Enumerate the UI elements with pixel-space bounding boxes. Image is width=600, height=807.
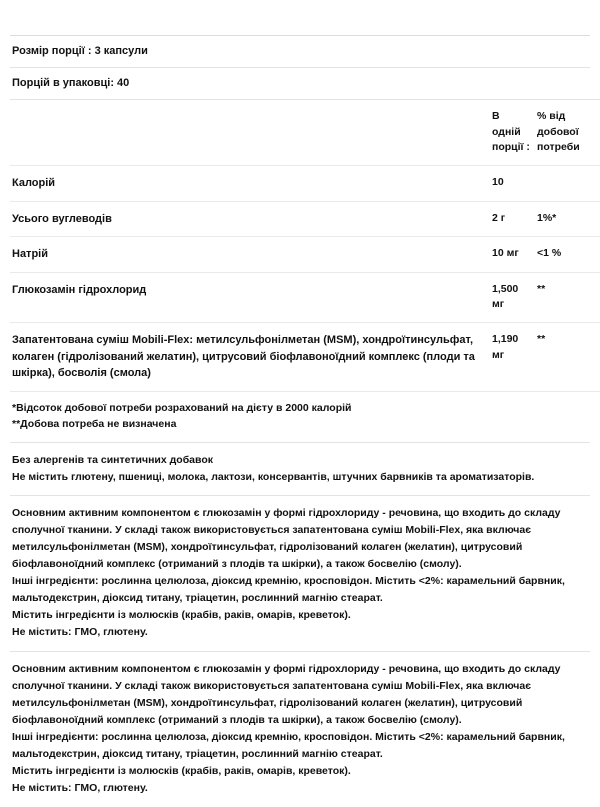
- table-row: [10, 166, 600, 202]
- footnotes: [10, 392, 590, 443]
- servings-per-container-row: Порцій в упаковці: 40: [12, 76, 130, 89]
- serving-size-row: Розмір порції : 3 капсули: [12, 45, 148, 57]
- nutrient-dv: 1%*: [535, 201, 600, 237]
- description-free-from: Не містить: ГМО, глютену.: [12, 626, 148, 639]
- description-free-from: Не містить: ГМО, глютену.: [12, 782, 148, 795]
- description-main: Основним активним компонентом є глюкозамін у формі гідрохлориду - речовина, що входить до складу сполучної тканини. У складі також використовується запатентована суміш Mobili-Flex, яка включає метилсульфонілметан (MSM), хондроїтинсульфат, гідролізований колаген (желатин), цитрусовий біофлавоноїдний комплекс (отриманий з плодів та шкірки), а також босвелію (смолу).: [12, 663, 561, 727]
- allergen-block: [10, 443, 590, 495]
- nutrition-facts-table: [10, 99, 600, 392]
- nutrient-amount: 1,190 мг: [490, 323, 535, 392]
- allergen-text: Не містить глютену, пшениці, молока, лактози, консервантів, штучних барвників та ароматизаторів.: [12, 471, 535, 484]
- nutrient-dv: **: [535, 323, 600, 392]
- description-other-ingredients: Інші інгредієнти: рослинна целюлоза, діоксид кремнію, кросповідон. Містить <2%: карамельний барвник, мальтодекстрин, діоксид титану, тріацетин, рослинний магнію стеарат.: [12, 731, 565, 761]
- description-block-2: [10, 652, 590, 807]
- description-other-ingredients: Інші інгредієнти: рослинна целюлоза, діоксид кремнію, кросповідон. Містить <2%: карамельний барвник, мальтодекстрин, діоксид титану, тріацетин, рослинний магнію стеарат.: [12, 575, 565, 605]
- description-main: Основним активним компонентом є глюкозамін у формі гідрохлориду - речовина, що входить до складу сполучної тканини. У складі також використовується запатентована суміш Mobili-Flex, яка включає метилсульфонілметан (MSM), хондроїтинсульфат, гідролізований колаген (желатин), цитрусовий біофлавоноїдний комплекс (отриманий з плодів та шкірки), а також босвелію (смолу).: [12, 507, 561, 571]
- nutrient-amount: 1,500 мг: [490, 272, 535, 323]
- nutrient-name: Запатентована суміш Mobili-Flex: метилсульфонілметан (MSM), хондроїтинсульфат, колаген (гідролізований желатин), цитрусовий біофлавоноїдний комплекс (плоди та шкірка), босволія (смола): [10, 323, 490, 392]
- nutrient-name: Калорій: [10, 166, 490, 202]
- description-contains: Містить інгредієнти із молюсків (крабів, раків, омарів, креветок).: [12, 609, 351, 622]
- table-header-row: [10, 99, 600, 165]
- table-row: [10, 201, 600, 237]
- nutrient-dv: [535, 166, 600, 202]
- nutrient-name: Натрій: [10, 237, 490, 273]
- footnote-not-established: **Добова потреба не визначена: [12, 418, 177, 431]
- nutrient-dv: **: [535, 272, 600, 323]
- table-row: [10, 237, 600, 273]
- nutrient-name: Усього вуглеводів: [10, 201, 490, 237]
- table-row: [10, 323, 600, 392]
- description-block-1: [10, 496, 590, 651]
- description-contains: Містить інгредієнти із молюсків (крабів, раків, омарів, креветок).: [12, 765, 351, 778]
- nutrient-name: Глюкозамін гідрохлорид: [10, 272, 490, 323]
- nutrient-amount: 10: [490, 166, 535, 202]
- table-header-name: [10, 99, 490, 165]
- table-row: [10, 272, 600, 323]
- top-spacer: [10, 0, 590, 35]
- table-header-amount-per-serving: В одній порції :: [490, 99, 535, 165]
- table-header-percent-daily-value: % від добової потреби: [535, 99, 600, 165]
- nutrient-dv: <1 %: [535, 237, 600, 273]
- footnote-daily-value: *Відсоток добової потреби розрахований на дієту в 2000 калорій: [12, 401, 352, 414]
- nutrient-amount: 10 мг: [490, 237, 535, 273]
- nutrient-amount: 2 г: [490, 201, 535, 237]
- allergen-heading: Без алергенів та синтетичних добавок: [12, 454, 214, 467]
